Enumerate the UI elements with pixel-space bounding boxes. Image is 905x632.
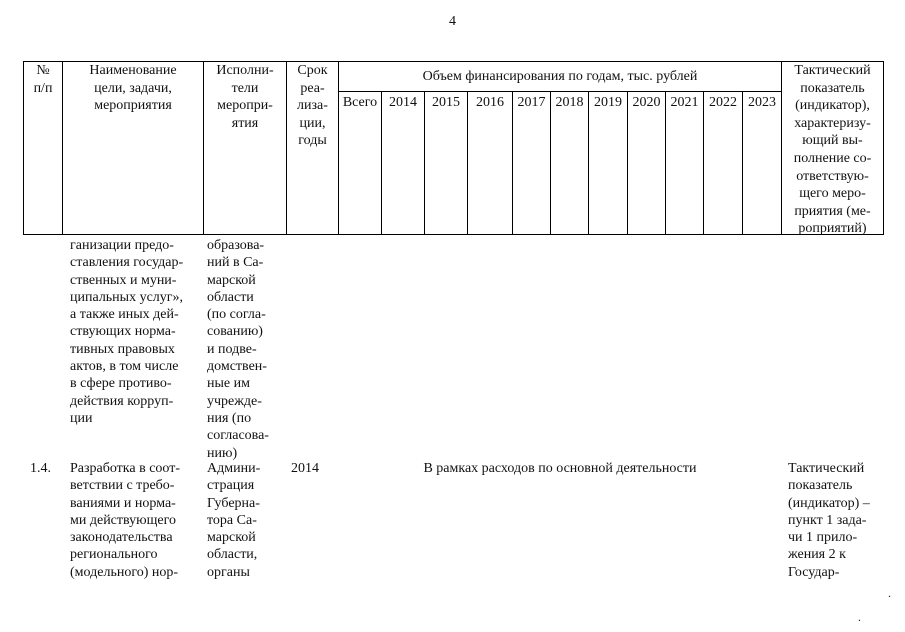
header-no: № п/п — [33, 63, 53, 96]
year-divider — [467, 91, 468, 235]
header-year: 2020 — [632, 95, 661, 110]
header-year: 2023 — [748, 95, 776, 110]
scan-speck: . — [858, 610, 861, 624]
row-number: 1.4. — [30, 461, 51, 476]
year-divider — [665, 91, 666, 235]
header-name: Наименование цели, задачи, мероприятия — [89, 63, 177, 114]
continuation-name: ганизации предо- ставления государ- ственных и муни- ципальных услуг», а также иных дей- ствующих норма- тивных правовых актов, в том числе в сфере противо- действия корруп- ции — [70, 238, 184, 426]
year-divider — [512, 91, 513, 235]
header-funding: Объем финансирования по годам, тыс. рублей — [422, 69, 698, 84]
year-divider — [588, 91, 589, 235]
header-total: Всего — [342, 95, 378, 110]
year-divider — [550, 91, 551, 235]
row-indicator: Тактический показатель (индикатор) – пункт 1 зада- чи 1 прило- жения 2 к Государ- — [788, 461, 870, 580]
header-indicator: Тактический показатель (индикатор), характеризу- ющий вы- полнение со- ответствую- щего меро- приятия (ме- роприятий) — [793, 63, 872, 237]
header-year: 2014 — [389, 95, 417, 110]
header-subdivider — [338, 91, 781, 92]
header-year: 2016 — [476, 95, 504, 110]
header-bottom-border — [23, 234, 884, 235]
continuation-executors: образова- ний в Са- марской области (по согла- сованию) и подве- домствен- ные им учрежде- ния (по согласова- нию) — [207, 238, 269, 461]
year-divider — [742, 91, 743, 235]
scan-speck: . — [888, 586, 891, 600]
year-divider — [381, 91, 382, 235]
row-executors: Админи- страция Губерна- тора Са- марской области, органы — [207, 461, 261, 580]
header-divider-term — [338, 61, 339, 235]
header-executors: Исполни- тели меропри- ятия — [216, 63, 274, 131]
header-year: 2017 — [517, 95, 546, 110]
row-name: Разработка в соот- ветствии с требо- ваниями и норма- ми действующего законодательства регионального (модельного) нор- — [70, 461, 181, 580]
year-divider — [424, 91, 425, 235]
row-funding: В рамках расходов по основной деятельности — [423, 461, 697, 476]
header-year: 2022 — [709, 95, 737, 110]
year-divider — [627, 91, 628, 235]
header-border-right — [883, 61, 884, 235]
page-number: 4 — [449, 14, 456, 29]
header-year: 2018 — [555, 95, 584, 110]
header-year: 2015 — [432, 95, 460, 110]
header-term: Срок реа- лиза- ции, годы — [297, 63, 328, 149]
year-divider — [703, 91, 704, 235]
row-term: 2014 — [291, 461, 319, 476]
header-year: 2019 — [594, 95, 622, 110]
header-year: 2021 — [670, 95, 699, 110]
